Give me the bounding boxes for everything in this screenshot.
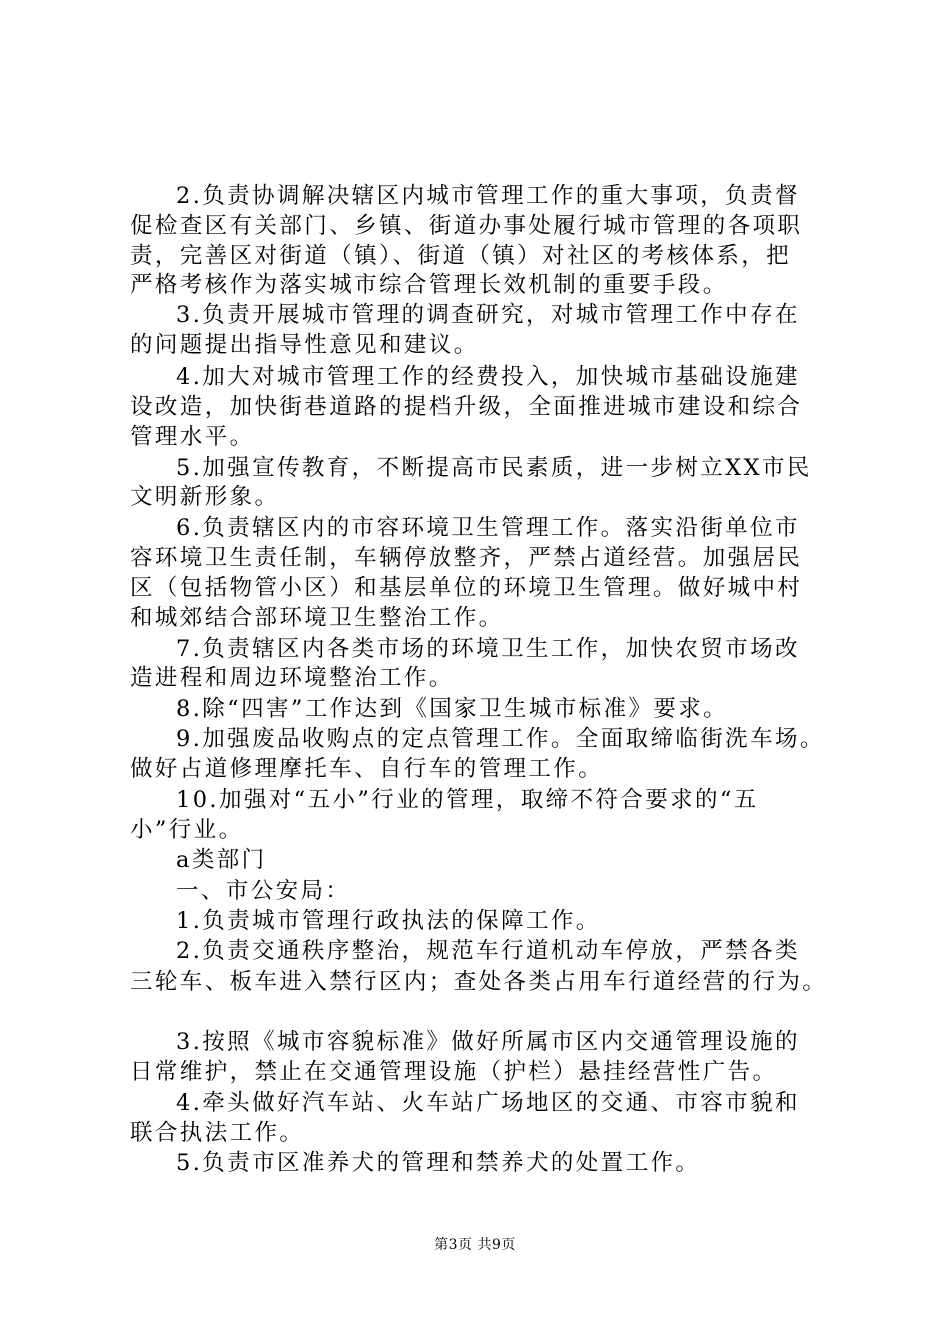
text-line: 7.负责辖区内各类市场的环境卫生工作，加快农贸市场改: [176, 636, 800, 662]
text-line: 6.负责辖区内的市容环境卫生管理工作。落实沿街单位市: [176, 515, 800, 541]
text-line: 责，完善区对街道（镇）、街道（镇）对社区的考核体系，把: [130, 243, 792, 269]
text-line: 10.加强对“五小”行业的管理，取缔不符合要求的“五: [176, 787, 759, 813]
text-line: 三轮车、板车进入禁行区内；查处各类占用车行道经营的行为。: [130, 969, 828, 995]
text-line: 和城郊结合部环境卫生整治工作。: [130, 605, 504, 631]
text-line: 3.按照《城市容貌标准》做好所属市区内交通管理设施的: [176, 1029, 800, 1055]
text-line: 做好占道修理摩托车、自行车的管理工作。: [130, 756, 604, 782]
text-line: 管理水平。: [130, 424, 255, 450]
text-line: 日常维护，禁止在交通管理设施（护栏）悬挂经营性广告。: [130, 1059, 778, 1085]
text-line: 容环境卫生责任制，车辆停放整齐，严禁占道经营。加强居民: [130, 545, 803, 571]
text-line: 促检查区有关部门、乡镇、街道办事处履行城市管理的各项职: [130, 213, 803, 239]
section-heading: a类部门: [176, 847, 267, 873]
text-line: 设改造，加快街巷道路的提档升级，全面推进城市建设和综合: [130, 394, 803, 420]
text-line: 4.加大对城市管理工作的经费投入，加快城市基础设施建: [176, 364, 800, 390]
text-line: 1.负责城市管理行政执法的保障工作。: [176, 908, 601, 934]
text-line: 5.负责市区准养犬的管理和禁养犬的处置工作。: [176, 1150, 701, 1176]
page-number-footer: 第3页 共9页: [434, 1237, 516, 1253]
text-line: 2.负责协调解决辖区内城市管理工作的重大事项，负责督: [176, 183, 800, 209]
text-line: 小”行业。: [130, 817, 244, 843]
text-line: 8.除“四害”工作达到《国家卫生城市标准》要求。: [176, 696, 729, 722]
text-line: 2.负责交通秩序整治，规范车行道机动车停放，严禁各类: [176, 938, 800, 964]
text-line: 9.加强废品收购点的定点管理工作。全面取缔临街洗车场。: [176, 726, 825, 752]
text-line: 5.加强宣传教育，不断提高市民素质，进一步树立XX市民: [176, 455, 812, 481]
text-line: 4.牵头做好汽车站、火车站广场地区的交通、市容市貌和: [176, 1090, 800, 1116]
text-line: 严格考核作为落实城市综合管理长效机制的重要手段。: [130, 272, 728, 298]
section-heading: 一、市公安局：: [176, 878, 351, 904]
text-line: 区（包括物管小区）和基层单位的环境卫生管理。做好城中村: [130, 575, 803, 601]
text-line: 文明新形象。: [130, 484, 280, 510]
text-line: 造进程和周边环境整治工作。: [130, 665, 454, 691]
text-line: 联合执法工作。: [130, 1120, 305, 1146]
text-line: 的问题提出指导性意见和建议。: [130, 332, 479, 358]
text-line: 3.负责开展城市管理的调查研究，对城市管理工作中存在: [176, 302, 800, 328]
